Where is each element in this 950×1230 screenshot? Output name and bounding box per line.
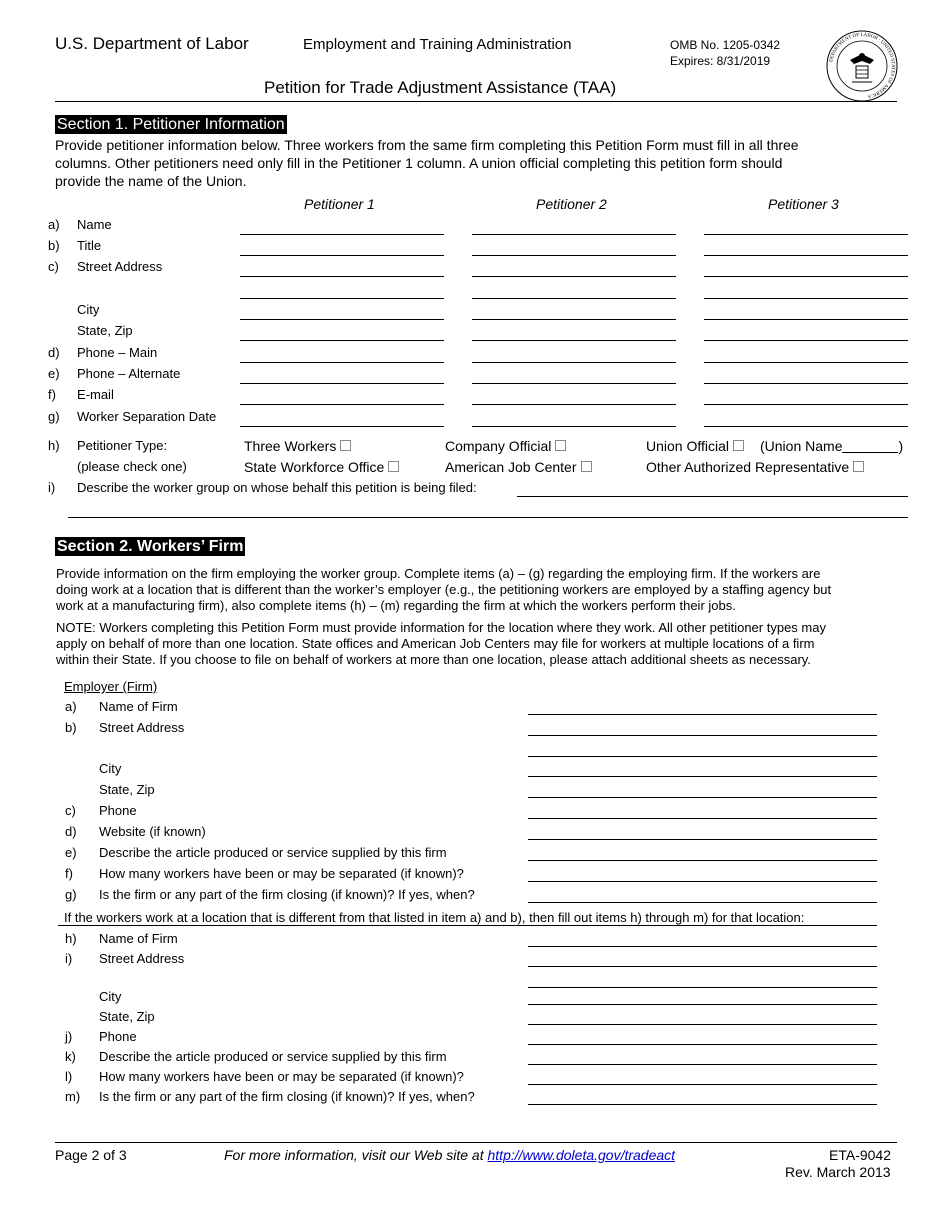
petitioner3-column-header: Petitioner 3 — [768, 196, 839, 212]
option-company-official[interactable]: Company Official — [445, 438, 566, 454]
firm-input[interactable] — [528, 776, 877, 777]
checkbox-other-authorized-rep[interactable] — [853, 461, 864, 472]
checkbox-three-workers[interactable] — [340, 440, 351, 451]
petitioner2-column-header: Petitioner 2 — [536, 196, 607, 212]
petitioner1-input[interactable] — [240, 340, 444, 341]
location-note-rule — [58, 925, 877, 926]
firm-input[interactable] — [528, 1064, 877, 1065]
doleta-link[interactable]: http://www.doleta.gov/tradeact — [487, 1147, 676, 1163]
firm-input[interactable] — [528, 946, 877, 947]
option-union-official[interactable]: Union Official — [646, 438, 744, 454]
petitioner1-input[interactable] — [240, 319, 444, 320]
petitioner1-input[interactable] — [240, 362, 444, 363]
petitioner3-input[interactable] — [704, 426, 908, 427]
field-label: City — [99, 989, 122, 1004]
item-letter: e) — [65, 845, 77, 860]
item-letter: d) — [65, 824, 77, 839]
checkbox-company-official[interactable] — [555, 440, 566, 451]
field-label: Describe the article produced or service supplied by this firm — [99, 1049, 447, 1064]
worker-group-label: Describe the worker group on whose behalf this petition is being filed: — [77, 480, 477, 495]
checkbox-american-job-center[interactable] — [581, 461, 592, 472]
option-american-job-center[interactable]: American Job Center — [445, 459, 592, 475]
item-letter: f) — [65, 866, 73, 881]
item-letter: k) — [65, 1049, 76, 1064]
firm-input[interactable] — [528, 756, 877, 757]
petitioner1-input[interactable] — [240, 404, 444, 405]
firm-input[interactable] — [528, 1084, 877, 1085]
firm-input[interactable] — [528, 860, 877, 861]
option-state-workforce-office[interactable]: State Workforce Office — [244, 459, 399, 475]
footer-info: For more information, visit our Web site at http://www.doleta.gov/tradeact — [224, 1147, 676, 1163]
firm-input[interactable] — [528, 1044, 877, 1045]
field-label: How many workers have been or may be separated (if known)? — [99, 866, 464, 881]
footer-rule — [55, 1142, 897, 1143]
field-label: E-mail — [77, 387, 114, 402]
item-letter: g) — [65, 887, 77, 902]
field-label: Phone — [99, 803, 137, 818]
firm-input[interactable] — [528, 839, 877, 840]
section2-intro: Provide information on the firm employing the worker group. Complete items (a) – (g) regarding the employing firm. If the workers are doing work at a location that is different than the worker’s employer (e.g., the petitioning workers are employed by a staffing agency but work at a manufacturing firm), also complete items (h) – (m) regarding the firm at which the workers perform their jobs. — [56, 566, 832, 613]
field-label: How many workers have been or may be separated (if known)? — [99, 1069, 464, 1084]
svg-text:DEPARTMENT OF LABOR · UNITED S: DEPARTMENT OF LABOR · UNITED STATES OF AMERICA — [829, 32, 896, 99]
item-letter: b) — [65, 720, 77, 735]
petitioner3-input[interactable] — [704, 319, 908, 320]
petitioner3-input[interactable] — [704, 340, 908, 341]
item-letter: j) — [65, 1029, 73, 1044]
expiration-date: Expires: 8/31/2019 — [670, 54, 771, 68]
form-title: Petition for Trade Adjustment Assistance (TAA) — [264, 78, 617, 97]
field-label: State, Zip — [77, 323, 133, 338]
union-name-input[interactable] — [842, 440, 898, 453]
field-label: Title — [77, 238, 102, 253]
option-three-workers[interactable]: Three Workers — [244, 438, 351, 454]
field-label: Street Address — [99, 720, 185, 735]
section2-title: Section 2. Workers’ Firm — [57, 538, 244, 555]
petitioner3-input[interactable] — [704, 234, 908, 235]
field-label: Phone – Alternate — [77, 366, 181, 381]
petitioner1-input[interactable] — [240, 298, 444, 299]
item-letter: c) — [48, 259, 59, 274]
field-label: State, Zip — [99, 1009, 155, 1024]
item-letter: b) — [48, 238, 60, 253]
field-label: Name — [77, 217, 112, 232]
checkbox-state-workforce-office[interactable] — [388, 461, 399, 472]
header-rule — [55, 101, 897, 102]
item-letter: f) — [48, 387, 56, 402]
field-label: Worker Separation Date — [77, 409, 217, 424]
petitioner2-input[interactable] — [472, 404, 676, 405]
item-letter: c) — [65, 803, 76, 818]
form-number: ETA-9042 — [829, 1147, 891, 1163]
field-label: City — [77, 302, 100, 317]
field-label: Name of Firm — [99, 931, 178, 946]
firm-input[interactable] — [528, 1104, 877, 1105]
petitioner2-input[interactable] — [472, 276, 676, 277]
field-label: Describe the article produced or service supplied by this firm — [99, 845, 447, 860]
revision-date: Rev. March 2013 — [785, 1164, 891, 1180]
item-letter: h) — [48, 438, 60, 453]
item-letter: i) — [65, 951, 73, 966]
firm-input[interactable] — [528, 735, 877, 736]
petitioner2-input[interactable] — [472, 340, 676, 341]
petitioner2-input[interactable] — [472, 362, 676, 363]
item-letter: m) — [65, 1089, 81, 1104]
petitioner2-input[interactable] — [472, 319, 676, 320]
petitioner2-input[interactable] — [472, 255, 676, 256]
omb-number: OMB No. 1205-0342 — [670, 38, 781, 52]
petitioner2-input[interactable] — [472, 426, 676, 427]
dol-seal-logo — [826, 30, 898, 102]
item-letter: l) — [65, 1069, 73, 1084]
worker-group-input-2[interactable] — [68, 517, 908, 518]
petitioner3-input[interactable] — [704, 404, 908, 405]
field-label: Name of Firm — [99, 699, 178, 714]
firm-input[interactable] — [528, 987, 877, 988]
page-number: Page 2 of 3 — [55, 1147, 127, 1163]
item-letter: h) — [65, 931, 77, 946]
petitioner3-input[interactable] — [704, 362, 908, 363]
item-letter: e) — [48, 366, 60, 381]
section2-note: NOTE: Workers completing this Petition Form must provide information for the location where they work. All other petitioner types may apply on behalf of more than one location. State offices and American Job Centers may file for workers at multiple locations of a firm within their State. If you choose to file on behalf of workers at more than one location, please attach additional sheets as necessary. — [56, 620, 826, 667]
firm-input[interactable] — [528, 797, 877, 798]
petitioner1-input[interactable] — [240, 383, 444, 384]
section1-title: Section 1. Petitioner Information — [57, 116, 285, 133]
petitioner2-input[interactable] — [472, 234, 676, 235]
field-label: Street Address — [99, 951, 185, 966]
petitioner1-column-header: Petitioner 1 — [304, 196, 375, 212]
firm-input[interactable] — [528, 714, 877, 715]
department-name: U.S. Department of Labor — [55, 34, 249, 53]
field-label: Is the firm or any part of the firm closing (if known)? If yes, when? — [99, 1089, 475, 1104]
petitioner2-input[interactable] — [472, 383, 676, 384]
petitioner3-input[interactable] — [704, 298, 908, 299]
petitioner2-input[interactable] — [472, 298, 676, 299]
item-letter: a) — [48, 217, 60, 232]
firm-input[interactable] — [528, 818, 877, 819]
field-label: Phone – Main — [77, 345, 158, 360]
worker-group-input-1[interactable] — [517, 496, 908, 497]
checkbox-union-official[interactable] — [733, 440, 744, 451]
field-label: Phone — [99, 1029, 137, 1044]
field-label: State, Zip — [99, 782, 155, 797]
petitioner3-input[interactable] — [704, 276, 908, 277]
location-note: If the workers work at a location that is different from that listed in item a) and b), then fill out items h) through m) for that location: — [64, 910, 805, 925]
petitioner-type-hint: (please check one) — [77, 459, 187, 474]
section1-intro: Provide petitioner information below. Three workers from the same firm completing this Petition Form must fill in all three columns. Other petitioners need only fill in the Petitioner 1 column. A union official completing this petition form should provide the name of the Union. — [55, 137, 799, 189]
field-label: Is the firm or any part of the firm closing (if known)? If yes, when? — [99, 887, 475, 902]
union-name-field[interactable]: (Union Name ) — [760, 438, 904, 454]
petitioner3-input[interactable] — [704, 255, 908, 256]
employer-heading: Employer (Firm) — [64, 679, 158, 694]
petitioner1-input[interactable] — [240, 426, 444, 427]
item-letter: i) — [48, 480, 56, 495]
petitioner1-input[interactable] — [240, 276, 444, 277]
firm-input[interactable] — [528, 881, 877, 882]
firm-input[interactable] — [528, 1004, 877, 1005]
item-letter: g) — [48, 409, 60, 424]
firm-input[interactable] — [528, 1024, 877, 1025]
petitioner1-input[interactable] — [240, 234, 444, 235]
agency-name: Employment and Training Administration — [303, 36, 572, 53]
firm-input[interactable] — [528, 902, 877, 903]
petitioner1-input[interactable] — [240, 255, 444, 256]
field-label: Street Address — [77, 259, 163, 274]
field-label: Website (if known) — [99, 824, 206, 839]
petitioner-type-label: Petitioner Type: — [77, 438, 168, 453]
firm-input[interactable] — [528, 966, 877, 967]
option-other-authorized-rep[interactable]: Other Authorized Representative — [646, 459, 864, 475]
field-label: City — [99, 761, 122, 776]
item-letter: d) — [48, 345, 60, 360]
petitioner3-input[interactable] — [704, 383, 908, 384]
item-letter: a) — [65, 699, 77, 714]
